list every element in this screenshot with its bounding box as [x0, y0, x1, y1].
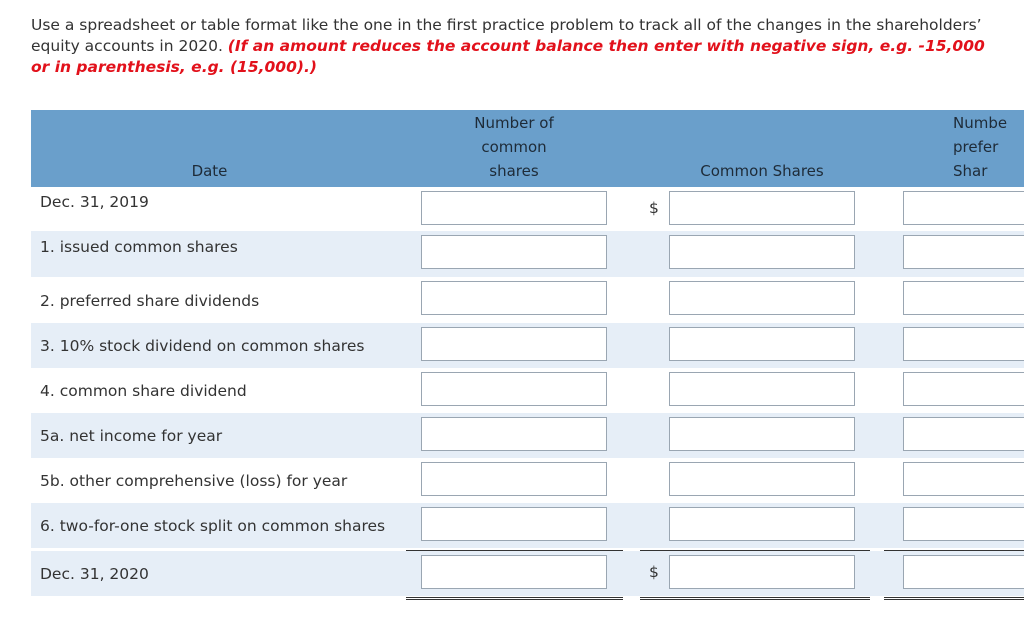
common-shares-amount-input[interactable] — [669, 507, 855, 541]
number-preferred-shares-input[interactable] — [903, 417, 1024, 451]
number-preferred-shares-input[interactable] — [903, 327, 1024, 361]
total-double-rule — [406, 597, 623, 598]
row-label: 1. issued common shares — [40, 238, 238, 256]
number-preferred-shares-input[interactable] — [903, 191, 1024, 225]
row-label: 3. 10% stock dividend on common shares — [40, 337, 365, 355]
common-shares-amount-input[interactable] — [669, 327, 855, 361]
equity-table — [31, 110, 1024, 600]
common-shares-amount-input[interactable] — [669, 372, 855, 406]
total-double-rule — [406, 599, 623, 600]
row-label: 2. preferred share dividends — [40, 292, 260, 310]
header-common-shares: Common Shares — [700, 162, 824, 180]
row-label: 5b. other comprehensive (loss) for year — [40, 472, 348, 490]
common-shares-amount-input[interactable] — [669, 417, 855, 451]
common-shares-amount-input[interactable] — [669, 235, 855, 269]
table-row — [31, 458, 1024, 503]
instructions-note: (If an amount reduces the account balance then enter with negative sign, e.g. -15,000 or in parenthesis, e.g. (15,000).) — [31, 37, 985, 76]
table-row — [31, 323, 1024, 368]
number-preferred-shares-input[interactable] — [903, 555, 1024, 589]
number-common-shares-input[interactable] — [421, 235, 607, 269]
header-number-of-common-shares: Number of common shares — [474, 114, 554, 180]
number-preferred-shares-input[interactable] — [903, 507, 1024, 541]
number-common-shares-input[interactable] — [421, 281, 607, 315]
number-common-shares-input[interactable] — [421, 555, 607, 589]
number-common-shares-input[interactable] — [421, 327, 607, 361]
total-double-rule — [640, 597, 870, 598]
table-row — [31, 413, 1024, 458]
header-date: Date — [191, 162, 228, 180]
common-shares-amount-input[interactable] — [669, 281, 855, 315]
dollar-sign: $ — [649, 199, 659, 217]
row-label: Dec. 31, 2019 — [40, 193, 149, 211]
dollar-sign: $ — [649, 563, 659, 581]
number-common-shares-input[interactable] — [421, 372, 607, 406]
row-label: 6. two-for-one stock split on common shares — [40, 517, 386, 535]
table-row-closing-balance — [31, 551, 1024, 596]
common-shares-amount-input[interactable] — [669, 555, 855, 589]
number-common-shares-input[interactable] — [421, 507, 607, 541]
common-shares-amount-input[interactable] — [669, 191, 855, 225]
table-row — [31, 368, 1024, 413]
row-label: 5a. net income for year — [40, 427, 223, 445]
table-row — [31, 277, 1024, 323]
instructions-text: Use a spreadsheet or table format like the one in the first practice problem to track all of the changes in the shareholders’ equity accounts in 2020. — [31, 16, 982, 55]
total-double-rule — [884, 597, 1024, 598]
total-double-rule — [640, 599, 870, 600]
table-row — [31, 231, 1024, 277]
header-number-of-preferred-shares: Numbe prefer Shar — [953, 114, 1008, 180]
common-shares-amount-input[interactable] — [669, 462, 855, 496]
number-preferred-shares-input[interactable] — [903, 372, 1024, 406]
row-label: Dec. 31, 2020 — [40, 565, 149, 583]
number-preferred-shares-input[interactable] — [903, 235, 1024, 269]
number-common-shares-input[interactable] — [421, 462, 607, 496]
number-common-shares-input[interactable] — [421, 191, 607, 225]
number-preferred-shares-input[interactable] — [903, 462, 1024, 496]
number-common-shares-input[interactable] — [421, 417, 607, 451]
number-preferred-shares-input[interactable] — [903, 281, 1024, 315]
row-label: 4. common share dividend — [40, 382, 247, 400]
instructions — [31, 15, 996, 78]
table-header — [31, 110, 1024, 187]
table-row — [31, 503, 1024, 548]
table-row-opening-balance — [31, 187, 1024, 231]
total-double-rule — [884, 599, 1024, 600]
